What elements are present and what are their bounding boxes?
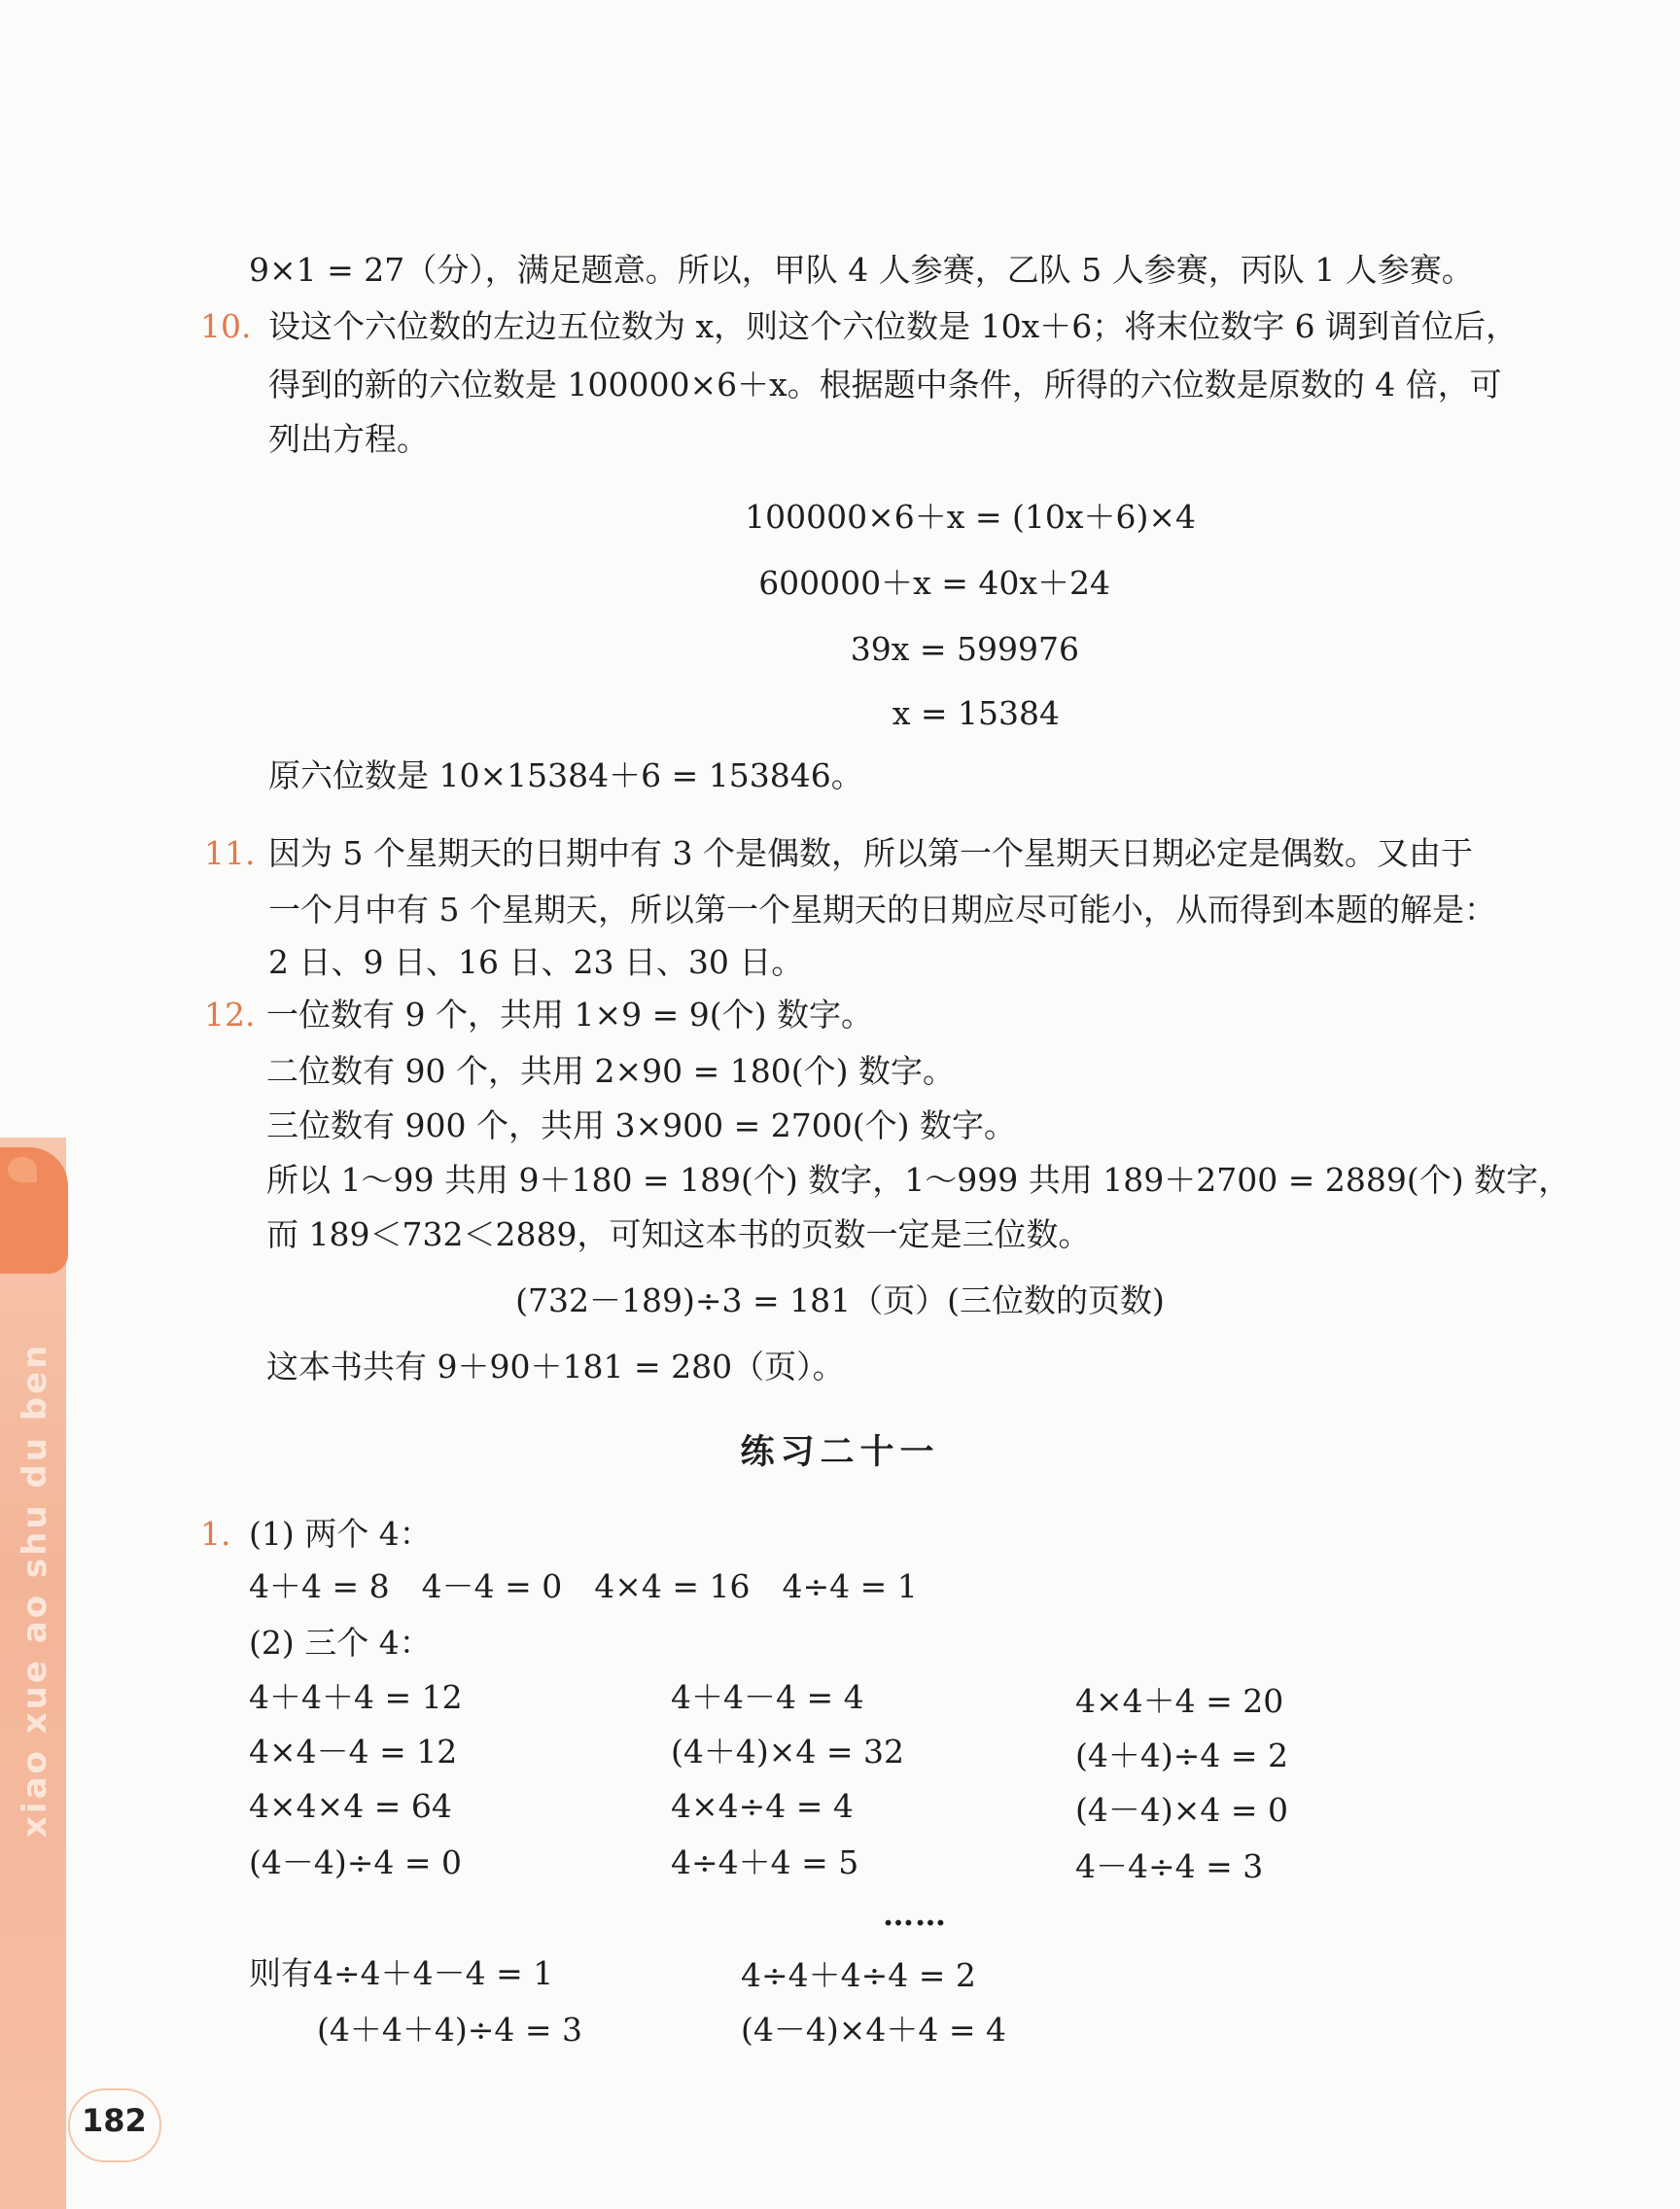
grid-cell: 4×4÷4 = 4 — [671, 1787, 854, 1825]
q12-text-line-1: 一位数有 9 个，共用 1×9 = 9(个) 数字。 — [266, 996, 873, 1034]
q12-calculation: (732－189)÷3 = 181（页）(三位数的页数) — [515, 1281, 1165, 1319]
final-equation-3: (4＋4＋4)÷4 = 3 — [317, 2011, 583, 2049]
q11-text-line-1: 因为 5 个星期天的日期中有 3 个是偶数，所以第一个星期天日期必定是偶数。又由于 — [268, 834, 1473, 872]
q12-text-line-4: 所以 1～99 共用 9＋180 = 189(个) 数字，1～999 共用 189＋2700 = 2889(个) 数字， — [266, 1161, 1571, 1199]
exercise-part-1-equations: 4＋4 = 8 4－4 = 0 4×4 = 16 4÷4 = 1 — [249, 1567, 918, 1605]
grid-cell: (4＋4)×4 = 32 — [671, 1733, 905, 1771]
leaf-icon — [8, 1157, 37, 1182]
q12-answer: 这本书共有 9＋90＋181 = 280（页）。 — [266, 1348, 845, 1385]
q10-text-line-2: 得到的新的六位数是 100000×6＋x。根据题中条件，所得的六位数是原数的 4 倍，可 — [268, 366, 1502, 403]
grid-cell: 4×4×4 = 64 — [249, 1787, 452, 1825]
grid-cell: (4－4)÷4 = 0 — [249, 1843, 463, 1881]
q10-equation-2: 600000＋x = 40x＋24 — [758, 564, 1110, 602]
grid-cell: 4－4÷4 = 3 — [1075, 1847, 1264, 1885]
question-number-11: 11. — [204, 834, 256, 872]
answer-line-team-result: 9×1 = 27（分），满足题意。所以，甲队 4 人参赛，乙队 5 人参赛，丙队 1 人参赛。 — [249, 251, 1474, 289]
q12-text-line-2: 二位数有 90 个，共用 2×90 = 180(个) 数字。 — [266, 1052, 955, 1090]
grid-cell: 4÷4＋4 = 5 — [671, 1843, 859, 1881]
ellipsis: …… — [883, 1896, 947, 1933]
q10-text-line-1: 设这个六位数的左边五位数为 x，则这个六位数是 10x＋6；将末位数字 6 调到首位后， — [268, 307, 1519, 345]
side-band-title: xiao xue ao shu du ben — [16, 1342, 54, 1838]
page-number: 182 — [82, 2102, 147, 2139]
final-equation-4: (4－4)×4＋4 = 4 — [741, 2011, 1007, 2049]
question-number-10: 10. — [200, 307, 252, 345]
exercise-part-2-label: (2) 三个 4： — [249, 1624, 432, 1662]
q10-answer: 原六位数是 10×15384＋6 = 153846。 — [268, 756, 863, 794]
grid-cell: (4－4)×4 = 0 — [1075, 1791, 1289, 1829]
q10-equation-1: 100000×6＋x = (10x＋6)×4 — [745, 498, 1196, 536]
q11-text-line-3: 2 日、9 日、16 日、23 日、30 日。 — [268, 943, 804, 981]
page-number-badge — [68, 2088, 161, 2162]
question-number-12: 12. — [204, 996, 256, 1034]
exercise-number-1: 1. — [200, 1515, 231, 1553]
grid-cell: 4×4－4 = 12 — [249, 1733, 458, 1771]
q10-text-line-3: 列出方程。 — [268, 420, 429, 458]
q11-text-line-2: 一个月中有 5 个星期天，所以第一个星期天的日期应尽可能小，从而得到本题的解是： — [268, 891, 1496, 929]
final-equation-1: 则有4÷4＋4－4 = 1 — [249, 1954, 554, 1992]
grid-cell: 4＋4－4 = 4 — [671, 1678, 864, 1716]
grid-cell: (4＋4)÷4 = 2 — [1075, 1736, 1289, 1774]
q10-equation-4: x = 15384 — [892, 694, 1060, 732]
q12-text-line-5: 而 189＜732＜2889，可知这本书的页数一定是三位数。 — [266, 1215, 1091, 1253]
grid-cell: 4×4＋4 = 20 — [1075, 1682, 1284, 1720]
q10-equation-3: 39x = 599976 — [850, 630, 1079, 668]
final-equation-2: 4÷4＋4÷4 = 2 — [741, 1956, 976, 1994]
grid-cell: 4＋4＋4 = 12 — [249, 1678, 463, 1716]
q12-text-line-3: 三位数有 900 个，共用 3×900 = 2700(个) 数字。 — [266, 1106, 1016, 1144]
exercise-part-1-label: (1) 两个 4： — [249, 1515, 432, 1553]
section-heading: 练习二十一 — [740, 1433, 940, 1472]
